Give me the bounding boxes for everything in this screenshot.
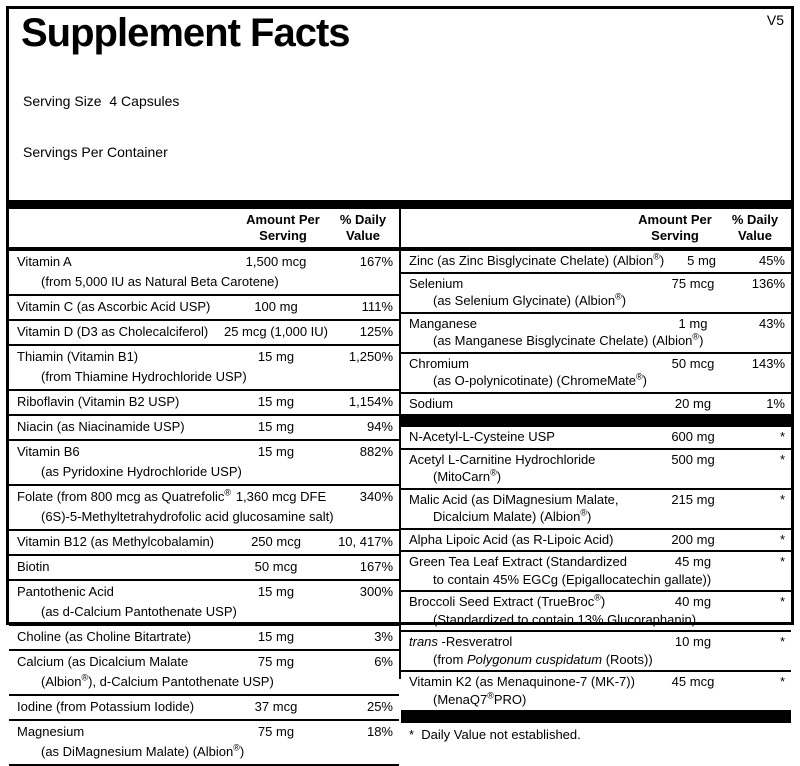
nutrient-row xyxy=(9,319,399,344)
nutrient-name: Manganese xyxy=(409,315,477,331)
nutrient-row-main-line xyxy=(17,347,393,367)
nutrient-daily-value: 136% xyxy=(751,275,785,291)
nutrient-name: Niacin (as Niacinamide USP) xyxy=(17,419,185,434)
nutrient-source-subline: (as Manganese Bisglycinate Chelate) (Albion®) xyxy=(433,331,704,348)
nutrient-daily-value: * xyxy=(779,594,785,609)
version-tag: V5 xyxy=(766,12,784,28)
nutrient-daily-value: 1% xyxy=(766,395,785,411)
nutrient-amount: 15 mg xyxy=(257,584,295,599)
nutrient-daily-value: * xyxy=(779,674,785,689)
section-separator-bar xyxy=(401,414,791,425)
nutrient-daily-value: 45% xyxy=(758,253,785,268)
nutrient-name: Zinc (as Zinc Bisglycinate Chelate) (Albion®) xyxy=(409,251,665,268)
nutrient-name: Vitamin B12 (as Methylcobalamin) xyxy=(17,534,215,549)
nutrient-daily-value: 111% xyxy=(361,299,393,314)
percent-daily-value-header: % Daily Value xyxy=(731,212,779,243)
nutrient-name: Calcium (as Dicalcium Malate xyxy=(17,654,189,669)
nutrient-daily-value: 3% xyxy=(374,629,393,644)
nutrient-amount: 15 mg xyxy=(257,349,295,364)
nutrient-name: N-Acetyl-L-Cysteine USP xyxy=(409,429,555,444)
nutrient-daily-value: 167% xyxy=(359,254,393,269)
nutrient-amount: 45 mg xyxy=(674,554,712,569)
nutrient-name: Iodine (from Potassium Iodide) xyxy=(17,699,195,714)
facts-columns xyxy=(9,209,791,759)
nutrient-name: Riboflavin (Vitamin B2 USP) xyxy=(17,394,180,409)
servings-per-container-line: Servings Per Container xyxy=(23,144,168,160)
nutrient-row xyxy=(9,389,399,414)
amount-per-serving-header: Amount Per Serving xyxy=(638,212,712,243)
nutrient-row xyxy=(401,251,791,272)
nutrient-amount: 100 mg xyxy=(254,299,298,314)
nutrient-row xyxy=(9,649,399,694)
nutrient-daily-value: 1,154% xyxy=(348,394,393,409)
column-header-right xyxy=(401,209,791,251)
nutrient-name: Sodium xyxy=(409,395,454,411)
nutrient-name: Biotin xyxy=(17,559,50,574)
nutrient-source-subline: (6S)-5-Methyltetrahydrofolic acid glucosamine salt) xyxy=(41,509,334,524)
nutrient-name: Vitamin A xyxy=(17,254,72,269)
nutrient-source-subline: (Standardized to contain 13% Glucoraphanin) xyxy=(433,611,697,627)
nutrient-name: Green Tea Leaf Extract (Standardized xyxy=(409,554,627,569)
nutrient-row-main-line xyxy=(409,451,785,469)
nutrient-row xyxy=(401,528,791,551)
nutrient-daily-value: * xyxy=(779,491,785,507)
nutrient-daily-value: * xyxy=(779,531,785,547)
nutrient-row xyxy=(401,630,791,670)
nutrient-source-subline: (from 5,000 IU as Natural Beta Carotene) xyxy=(41,274,279,289)
nutrient-amount: 15 mg xyxy=(257,394,295,409)
nutrient-daily-value: 143% xyxy=(751,355,785,371)
nutrient-amount: 20 mg xyxy=(674,395,712,411)
nutrient-row xyxy=(401,392,791,415)
nutrient-daily-value: 300% xyxy=(359,584,393,599)
nutrient-row xyxy=(9,484,399,529)
nutrient-name: Acetyl L-Carnitine Hydrochloride xyxy=(409,451,596,467)
nutrient-source-subline: (MenaQ7®PRO) xyxy=(433,690,527,707)
nutrient-name: Broccoli Seed Extract (TrueBroc®) xyxy=(409,592,606,609)
nutrient-row xyxy=(401,670,791,710)
nutrient-amount: 250 mcg xyxy=(251,534,301,549)
nutrient-amount: 75 mg xyxy=(257,654,295,669)
nutrient-amount: 75 mg xyxy=(257,724,295,739)
nutrient-row xyxy=(9,344,399,389)
nutrient-row xyxy=(9,579,399,624)
nutrient-row-main-line xyxy=(17,722,393,742)
nutrient-row-main-line xyxy=(17,582,393,602)
nutrient-row-main-line xyxy=(409,553,785,571)
nutrient-row-main-line xyxy=(409,593,785,611)
nutrient-daily-value: 340% xyxy=(359,489,393,504)
nutrient-name: Magnesium xyxy=(17,724,85,739)
nutrient-daily-value: 18% xyxy=(366,724,393,739)
nutrient-amount: 1,360 mcg DFE xyxy=(235,489,327,504)
nutrient-name: Vitamin D (D3 as Cholecalciferol) xyxy=(17,324,209,339)
nutrient-row xyxy=(9,439,399,484)
facts-column-left xyxy=(9,209,399,759)
nutrient-daily-value: * xyxy=(779,451,785,467)
nutrient-row-main-line xyxy=(17,297,393,317)
nutrient-row-main-line xyxy=(409,252,785,270)
nutrient-daily-value: 43% xyxy=(758,315,785,331)
nutrient-row xyxy=(401,488,791,528)
nutrient-source-subline: (MitoCarn®) xyxy=(433,467,502,484)
nutrient-amount: 5 mg xyxy=(687,253,717,268)
nutrient-row xyxy=(9,554,399,579)
dv-footnote: * Daily Value not established. xyxy=(401,721,791,746)
nutrient-row xyxy=(9,414,399,439)
nutrient-source-subline: (from Polygonum cuspidatum (Roots)) xyxy=(433,651,653,667)
nutrient-row xyxy=(401,312,791,352)
nutrient-daily-value: 167% xyxy=(359,559,393,574)
nutrient-daily-value: 125% xyxy=(359,324,393,339)
nutrient-amount: 15 mg xyxy=(257,629,295,644)
nutrient-name: Choline (as Choline Bitartrate) xyxy=(17,629,192,644)
nutrient-name: Chromium xyxy=(409,355,469,371)
amount-per-serving-header: Amount Per Serving xyxy=(246,212,320,243)
nutrient-row-main-line xyxy=(17,417,393,437)
percent-daily-value-header: % Daily Value xyxy=(339,212,387,243)
nutrient-row xyxy=(401,425,791,448)
nutrient-row xyxy=(401,590,791,630)
nutrient-row-main-line xyxy=(409,315,785,333)
nutrient-name: Thiamin (Vitamin B1) xyxy=(17,349,139,364)
nutrient-source-subline: (as Selenium Glycinate) (Albion®) xyxy=(433,291,627,308)
nutrient-amount: 600 mg xyxy=(671,429,715,444)
column-header-left xyxy=(9,209,399,251)
nutrient-row xyxy=(9,529,399,554)
nutrient-row-main-line xyxy=(409,633,785,651)
nutrient-name: trans -Resveratrol xyxy=(409,634,513,649)
nutrient-row-main-line xyxy=(409,531,785,549)
nutrient-row xyxy=(9,294,399,319)
nutrient-row-main-line xyxy=(17,627,393,647)
nutrient-daily-value: 25% xyxy=(366,699,393,714)
nutrient-row xyxy=(401,550,791,590)
nutrient-amount: 10 mg xyxy=(674,634,712,649)
nutrient-daily-value: 94% xyxy=(366,419,393,434)
nutrient-list-left xyxy=(9,251,399,766)
nutrient-name: Malic Acid (as DiMagnesium Malate, xyxy=(409,491,619,507)
nutrient-amount: 45 mcg xyxy=(671,674,715,689)
nutrient-row-main-line xyxy=(17,392,393,412)
nutrient-row xyxy=(9,624,399,649)
nutrient-daily-value: 10, 417% xyxy=(338,534,393,549)
nutrient-row-main-line xyxy=(409,673,785,691)
nutrient-amount: 15 mg xyxy=(257,444,295,459)
nutrient-source-subline: (as Pyridoxine Hydrochloride USP) xyxy=(41,464,242,479)
nutrient-row xyxy=(9,719,399,766)
nutrient-daily-value: * xyxy=(779,554,785,569)
nutrient-name: Vitamin B6 xyxy=(17,444,80,459)
nutrient-amount: 200 mg xyxy=(671,531,715,547)
nutrient-row-main-line xyxy=(17,697,393,717)
nutrient-amount: 37 mcg xyxy=(254,699,298,714)
serving-size-line: Serving Size 4 Capsules xyxy=(23,93,180,109)
nutrient-row-main-line xyxy=(17,487,393,507)
nutrient-amount: 1 mg xyxy=(678,315,708,331)
nutrient-name: Selenium xyxy=(409,275,464,291)
nutrient-row xyxy=(401,448,791,488)
nutrient-row xyxy=(401,352,791,392)
nutrient-source-subline: (as DiMagnesium Malate) (Albion®) xyxy=(41,742,245,759)
nutrient-row-main-line xyxy=(409,355,785,373)
nutrient-amount: 1,500 mcg xyxy=(245,254,307,269)
nutrient-row xyxy=(9,251,399,294)
nutrient-source-subline: (as O-polynicotinate) (ChromeMate®) xyxy=(433,371,648,388)
nutrient-row-main-line xyxy=(409,395,785,413)
supplement-facts-label xyxy=(6,6,794,759)
nutrient-amount: 15 mg xyxy=(257,419,295,434)
nutrient-row xyxy=(401,272,791,312)
nutrient-daily-value: * xyxy=(779,634,785,649)
section-separator-bar xyxy=(401,710,791,721)
nutrient-list-right xyxy=(401,251,791,746)
nutrient-row-main-line xyxy=(17,442,393,462)
nutrient-row-main-line xyxy=(409,428,785,446)
header-separator-bar xyxy=(9,200,791,209)
nutrient-daily-value: 882% xyxy=(359,444,393,459)
nutrient-amount: 40 mg xyxy=(674,594,712,609)
nutrient-row-main-line xyxy=(409,275,785,293)
nutrient-source-subline: (as d-Calcium Pantothenate USP) xyxy=(41,604,237,619)
nutrient-row-main-line xyxy=(17,557,393,577)
nutrient-daily-value: * xyxy=(779,429,785,444)
label-title: Supplement Facts xyxy=(21,11,350,55)
nutrient-row-main-line xyxy=(17,652,393,672)
facts-column-right xyxy=(399,209,791,742)
nutrient-source-subline: Dicalcium Malate) (Albion®) xyxy=(433,507,592,524)
nutrient-name: Vitamin C (as Ascorbic Acid USP) xyxy=(17,299,211,314)
nutrient-amount: 50 mcg xyxy=(671,355,715,371)
nutrient-daily-value: 6% xyxy=(374,654,393,669)
nutrient-name: Folate (from 800 mcg as Quatrefolic® xyxy=(17,487,231,504)
nutrient-daily-value: 1,250% xyxy=(348,349,393,364)
nutrient-row xyxy=(9,694,399,719)
nutrient-amount: 25 mcg (1,000 IU) xyxy=(223,324,329,339)
nutrient-amount: 215 mg xyxy=(671,491,715,507)
nutrient-row-main-line xyxy=(17,532,393,552)
nutrient-row-main-line xyxy=(17,252,393,272)
nutrient-amount: 500 mg xyxy=(671,451,715,467)
nutrient-source-subline: (from Thiamine Hydrochloride USP) xyxy=(41,369,247,384)
nutrient-amount: 50 mcg xyxy=(254,559,298,574)
nutrient-source-subline: (Albion®), d-Calcium Pantothenate USP) xyxy=(41,672,274,689)
nutrient-name: Vitamin K2 (as Menaquinone-7 (MK-7)) xyxy=(409,674,635,689)
nutrient-amount: 75 mcg xyxy=(671,275,715,291)
nutrient-name: Pantothenic Acid xyxy=(17,584,114,599)
nutrient-row-main-line xyxy=(17,322,393,342)
nutrient-row-main-line xyxy=(409,491,785,509)
nutrient-source-subline: to contain 45% EGCg (Epigallocatechin gallate)) xyxy=(433,571,712,587)
nutrient-name: Alpha Lipoic Acid (as R-Lipoic Acid) xyxy=(409,531,614,547)
